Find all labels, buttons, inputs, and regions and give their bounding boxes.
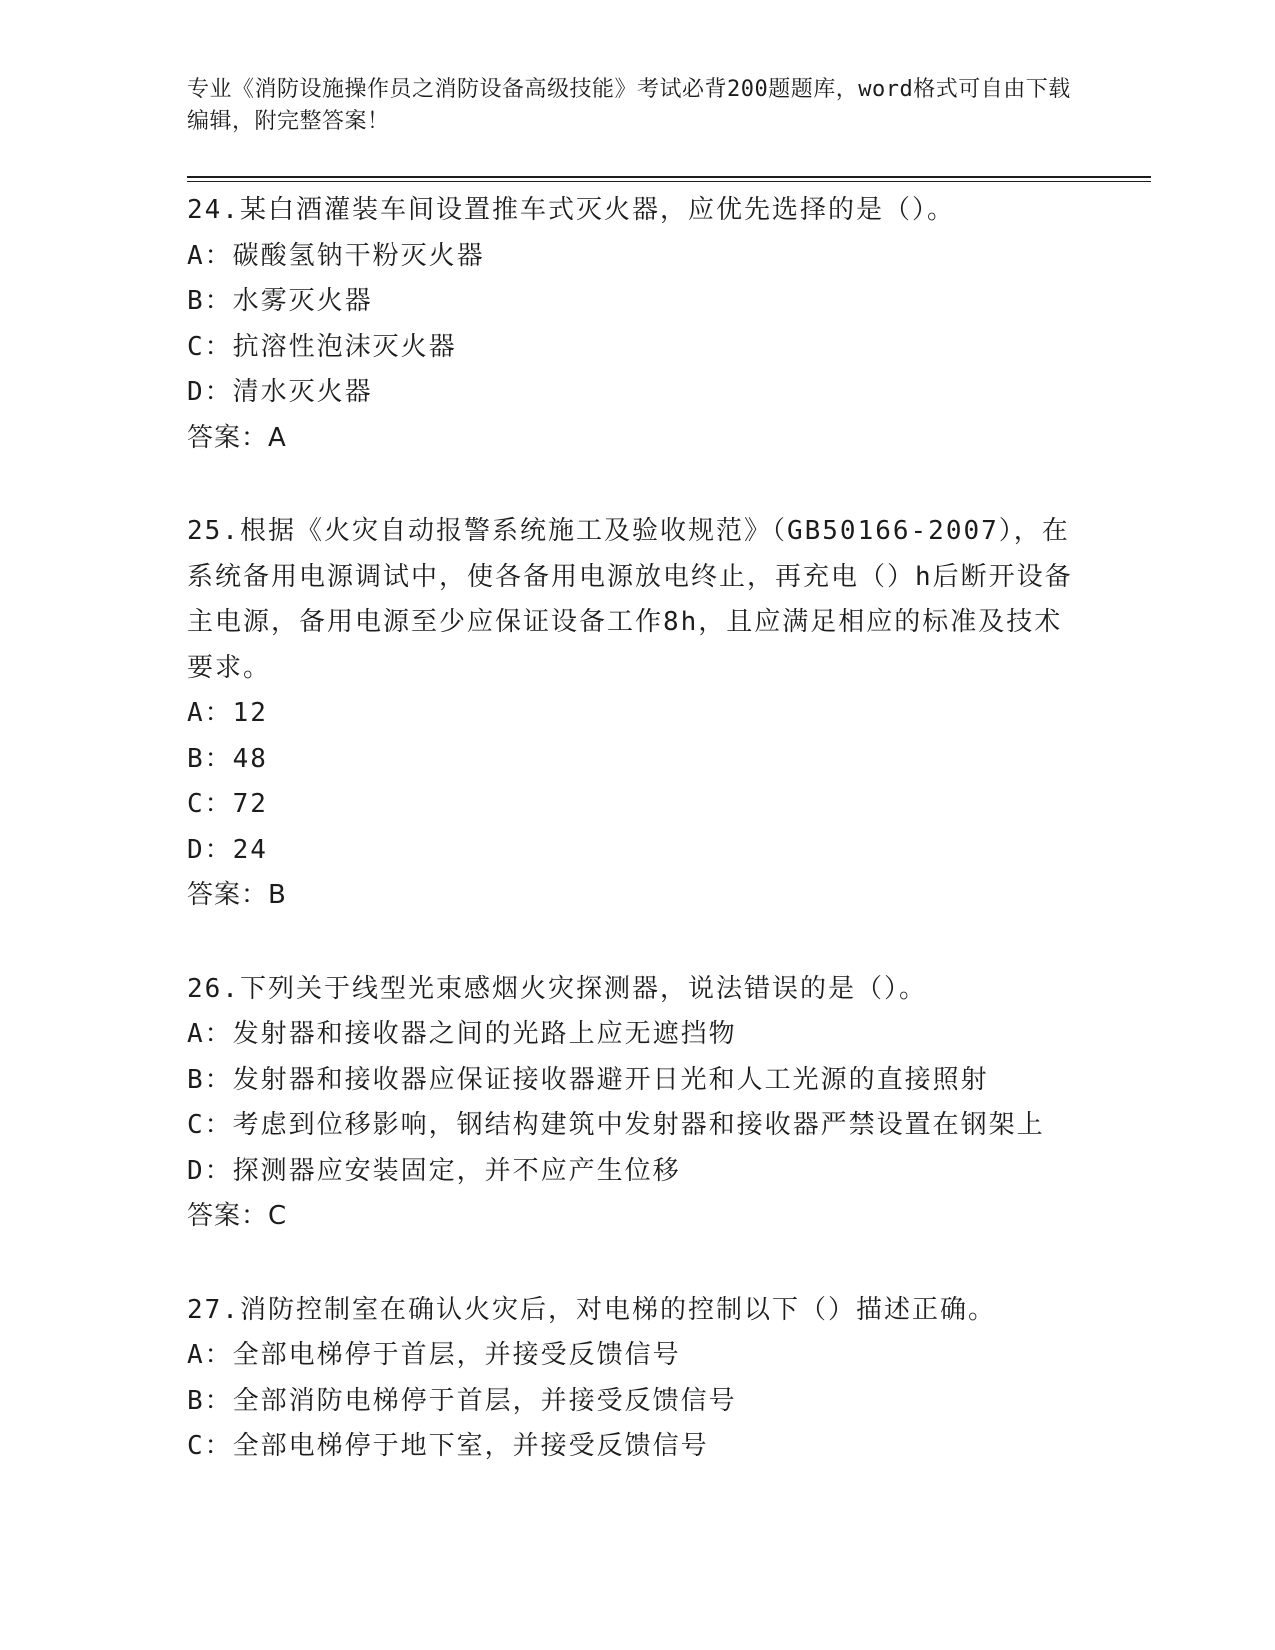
option-a: A：碳酸氢钠干粉灭火器: [187, 240, 485, 271]
option-b: B：全部消防电梯停于首层，并接受反馈信号: [187, 1385, 737, 1416]
option-b: B：水雾灭火器: [187, 286, 373, 316]
question-stem: 25.根据《火灾自动报警系统施工及验收规范》（GB50166-2007），在系统备用电源调试中，使各备用电源放电终止，再充电（）h后断开设备主电源，备用电源至少应保证设备工作8h，且应满足相应的标准及技术要求。: [187, 516, 1073, 683]
header-rule-thin: [187, 181, 1151, 182]
question-list: [187, 188, 1087, 1470]
option-b: B：发射器和接收器应保证接收器避开日光和人工光源的直接照射: [187, 1064, 989, 1095]
option-d: D：清水灭火器: [187, 377, 373, 407]
answer: 答案：C: [187, 1201, 288, 1231]
question-stem: 27.消防控制室在确认火灾后，对电梯的控制以下（）描述正确。: [187, 1294, 996, 1325]
answer: 答案：A: [187, 422, 287, 453]
option-d: D：探测器应安装固定，并不应产生位移: [187, 1155, 681, 1186]
question-stem: 24.某白酒灌装车间设置推车式灭火器，应优先选择的是（）。: [187, 195, 955, 225]
option-c: C：考虑到位移影响，钢结构建筑中发射器和接收器严禁设置在钢架上: [187, 1110, 1045, 1140]
option-a: A：全部电梯停于首层，并接受反馈信号: [187, 1340, 681, 1370]
document-header: 专业《消防设施操作员之消防设备高级技能》考试必背200题题库，word格式可自由下载编辑，附完整答案！: [187, 77, 1071, 134]
question-26: [187, 967, 1087, 1240]
header-rule-thick: [187, 176, 1151, 178]
option-a: A：12: [187, 698, 268, 728]
option-c: C：72: [187, 789, 268, 819]
option-c: C：抗溶性泡沫灭火器: [187, 331, 457, 362]
option-b: B：48: [187, 743, 268, 774]
option-c: C：全部电梯停于地下室，并接受反馈信号: [187, 1431, 709, 1461]
answer: 答案：B: [187, 880, 287, 910]
question-stem: 26.下列关于线型光束感烟火灾探测器，说法错误的是（）。: [187, 973, 927, 1004]
option-a: A：发射器和接收器之间的光路上应无遮挡物: [187, 1019, 737, 1049]
question-24: [187, 188, 1087, 461]
question-25: [187, 509, 1087, 919]
question-27: [187, 1288, 1087, 1470]
option-d: D：24: [187, 834, 268, 865]
